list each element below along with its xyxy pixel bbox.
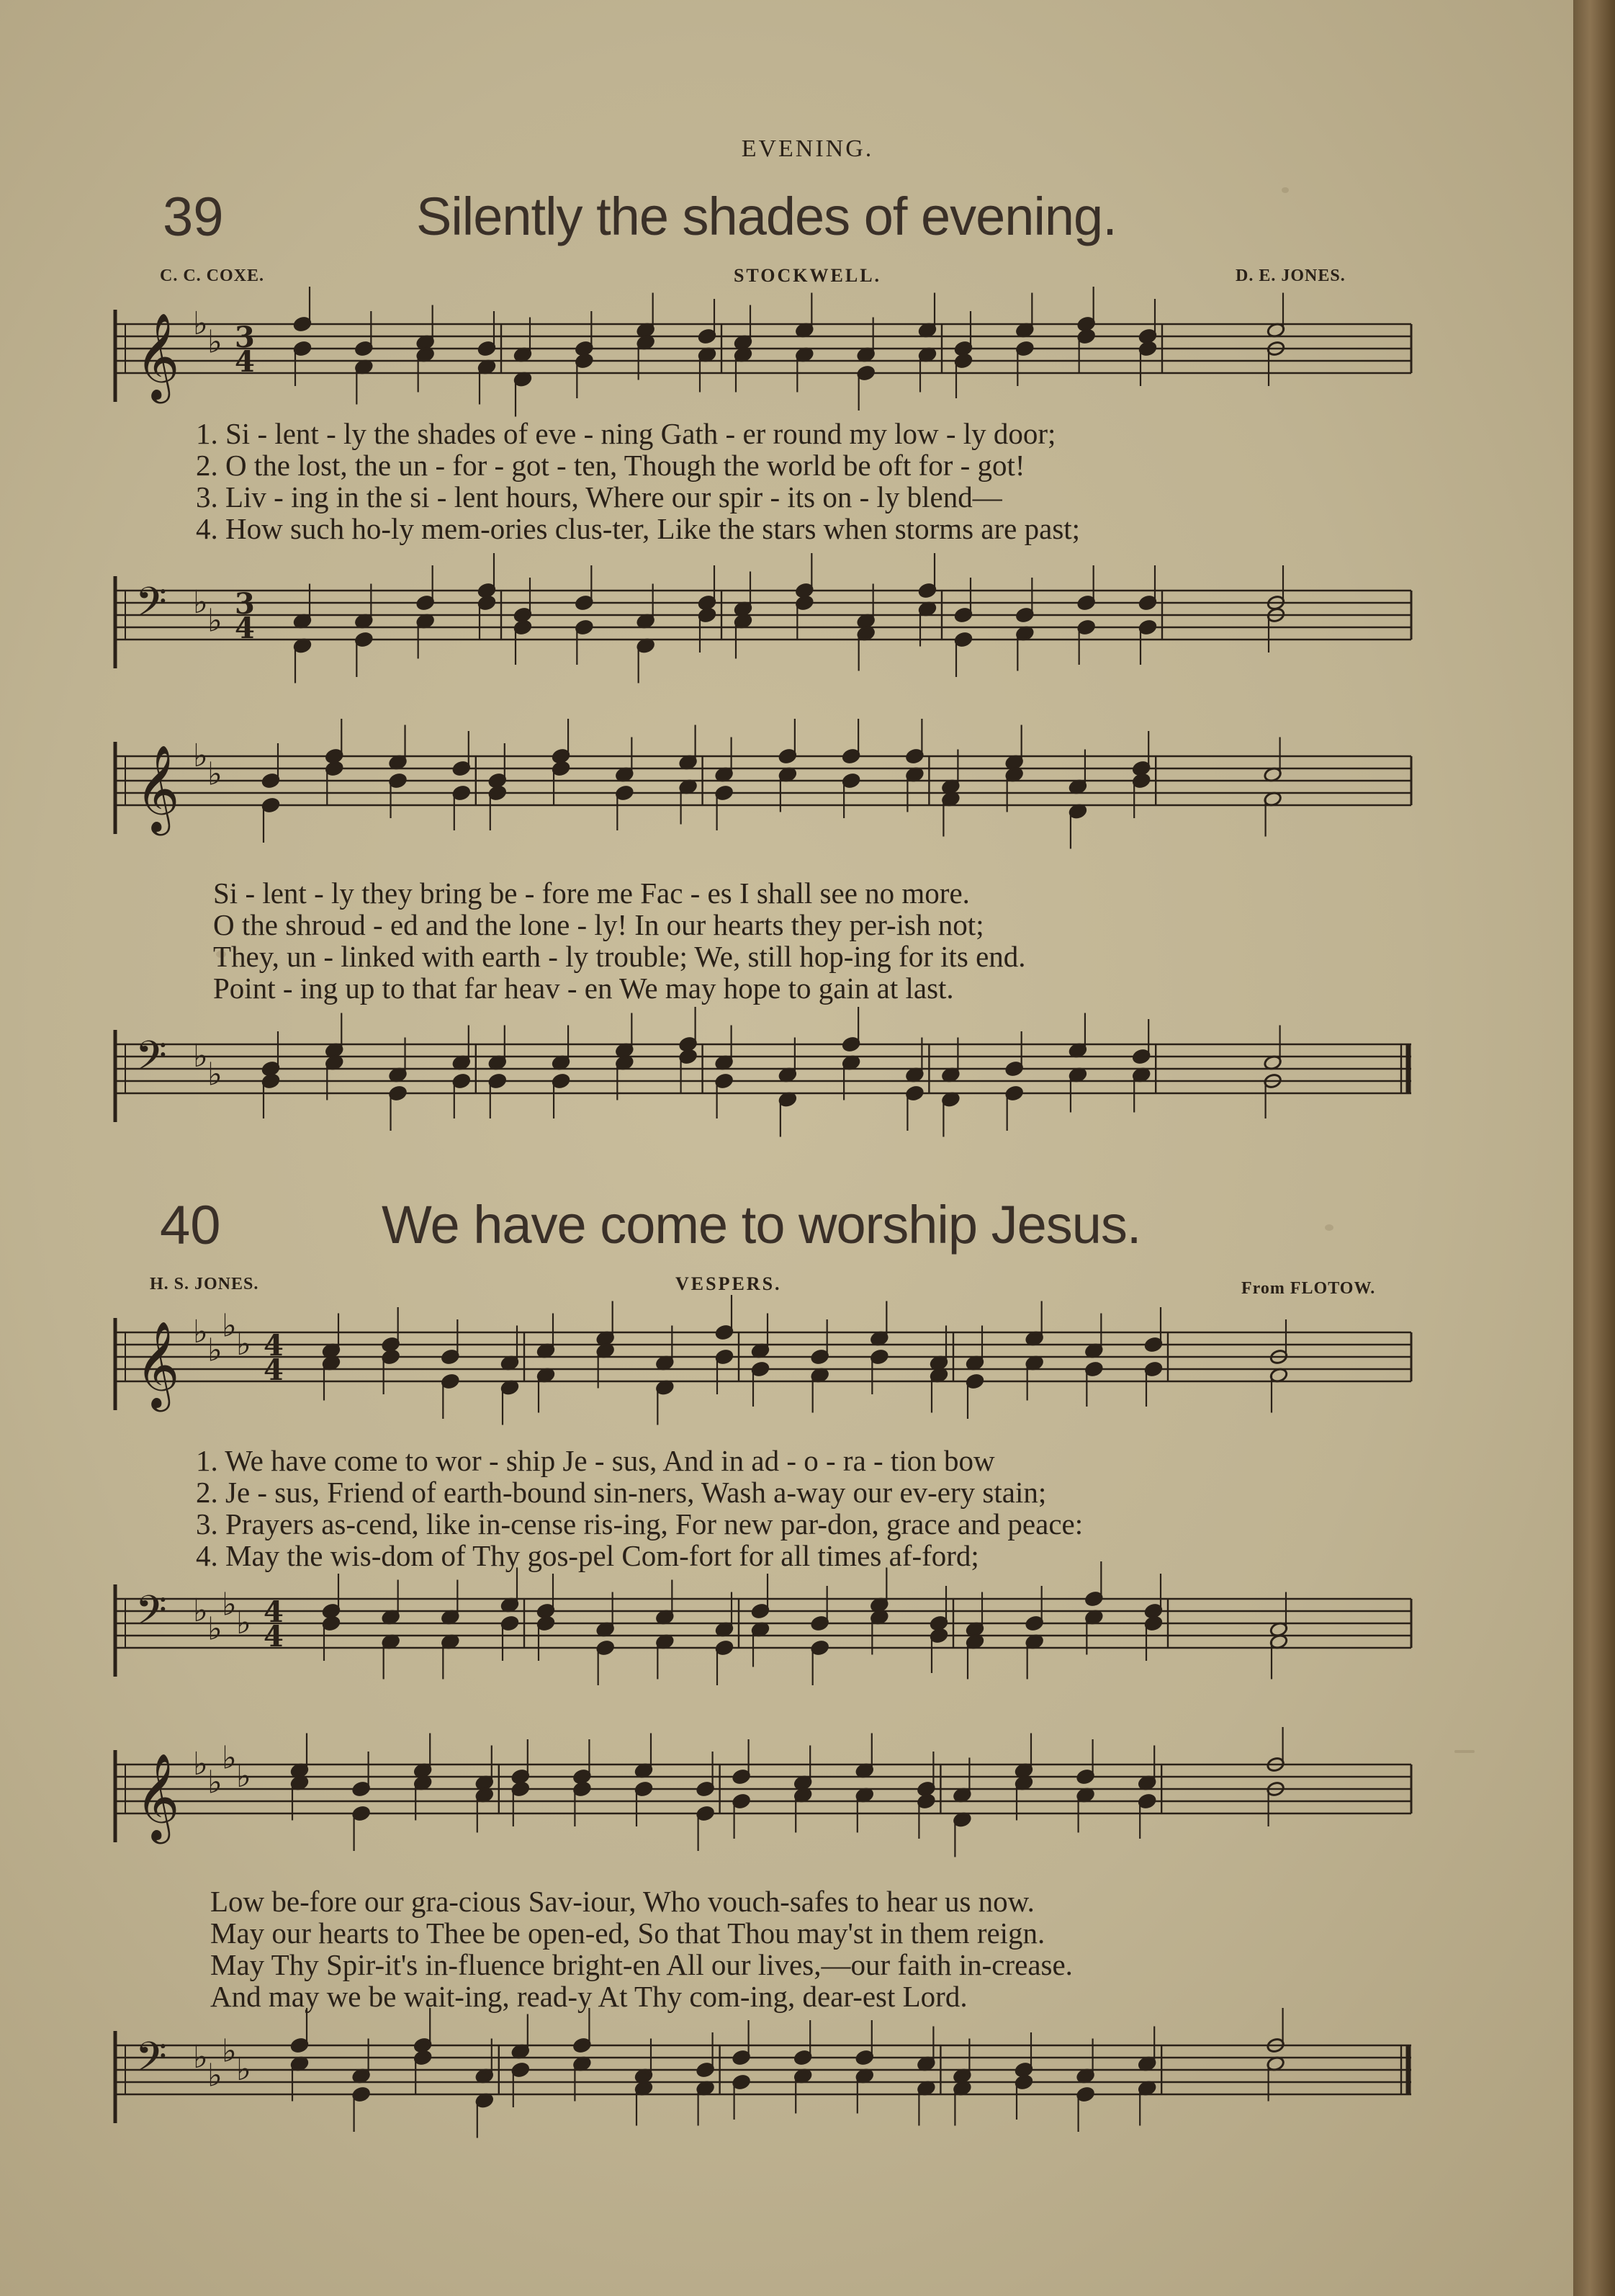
flat-sign-icon: ♭ [193,2039,208,2076]
verse-line: 3. Prayers as-cend, like in-cense ris-ing, For new par-don, grace and peace: [196,1507,1084,1541]
paper-spot [1282,187,1289,193]
flat-sign-icon: ♭ [207,323,222,361]
music-staff-treble [108,1739,1418,1865]
time-signature-top: 3 [235,587,255,621]
flat-sign-icon: ♭ [236,1758,251,1795]
music-staff-treble [108,735,1418,850]
flat-sign-icon: ♭ [193,584,208,621]
time-signature-bottom: 4 [235,345,255,379]
hymn-author: H. S. JONES. [150,1275,259,1293]
verse-line: 2. Je - sus, Friend of earth-bound sin-ners, Wash a-way our ev-ery stain; [196,1476,1047,1509]
bass-clef-icon: 𝄢 [135,2034,167,2091]
time-signature-bottom: 4 [264,1353,284,1387]
flat-sign-icon: ♭ [207,1610,222,1648]
book-spine-edge [1573,0,1615,2296]
music-staff-treble [108,1307,1418,1433]
flat-sign-icon: ♭ [193,1314,208,1350]
treble-clef-icon: 𝄞 [135,1320,180,1408]
flat-sign-icon: ♭ [222,1739,237,1777]
paper-spot [1325,1224,1333,1231]
verse-line: Low be-fore our gra-cious Sav-iour, Who vouch-safes to hear us now. [210,1885,1035,1918]
verse-line: May Thy Spir-it's in-fluence bright-en All our lives,—our faith in-crease. [210,1948,1073,1981]
verse-line: 4. May the wis-dom of Thy gos-pel Com-fort for all times af-ford; [196,1539,979,1572]
flat-sign-icon: ♭ [222,1586,237,1623]
verse-line: 1. We have come to wor - ship Je - sus, And in ad - o - ra - tion bow [196,1444,995,1477]
time-signature-top: 4 [264,1595,284,1629]
hymn-title: We have come to worship Jesus. [382,1195,1141,1255]
flat-sign-icon: ♭ [236,1326,251,1363]
hymn-composer: From FLOTOW. [1241,1279,1376,1298]
flat-sign-icon: ♭ [207,1332,222,1369]
music-staff-bass [108,2024,1418,2146]
flat-sign-icon: ♭ [193,1038,208,1075]
music-staff-bass [108,569,1418,684]
flat-sign-icon: ♭ [207,602,222,640]
treble-clef-icon: 𝄞 [135,312,180,400]
verse-line: And may we be wait-ing, read-y At Thy com-ing, dear-est Lord. [210,1980,968,2013]
time-signature-bottom: 4 [235,611,255,645]
paper-spot [1454,1750,1475,1753]
verse-line: Point - ing up to that far heav - en We may hope to gain at last. [213,972,954,1005]
flat-sign-icon: ♭ [222,1307,237,1345]
time-signature-top: 3 [235,320,255,354]
bass-clef-icon: 𝄢 [135,579,167,636]
music-staff-bass [108,1023,1418,1138]
treble-clef-icon: 𝄞 [135,1752,180,1840]
flat-sign-icon: ♭ [236,1605,251,1641]
verse-line: May our hearts to Thee be open-ed, So that Thou may'st in them reign. [210,1916,1045,1950]
verse-line: 4. How such ho-ly mem-ories clus-ter, Like the stars when storms are past; [196,512,1081,545]
flat-sign-icon: ♭ [193,305,208,342]
flat-sign-icon: ♭ [193,1592,208,1629]
verse-line: O the shroud - ed and the lone - ly! In our hearts they per-ish not; [213,908,984,941]
bass-clef-icon: 𝄢 [135,1587,167,1644]
verse-line: Si - lent - ly they bring be - fore me Fac - es I shall see no more. [213,876,970,910]
bass-clef-icon: 𝄢 [135,1033,167,1090]
running-head: EVENING. [741,135,874,162]
time-signature-top: 4 [264,1329,284,1363]
hymn-composer: D. E. JONES. [1236,266,1346,285]
time-signature-bottom: 4 [264,1620,284,1654]
flat-sign-icon: ♭ [193,737,208,774]
verse-line: 3. Liv - ing in the si - lent hours, Where our spir - its on - ly blend— [196,480,1002,514]
flat-sign-icon: ♭ [207,1056,222,1093]
hymn-tune: VESPERS. [675,1273,782,1294]
flat-sign-icon: ♭ [207,1764,222,1801]
music-staff-treble [108,302,1418,400]
hymn-tune: STOCKWELL. [733,265,882,286]
treble-clef-icon: 𝄞 [135,744,180,832]
music-staff-bass [108,1577,1418,1692]
hymn-author: C. C. COXE. [160,266,265,285]
verse-line: 1. Si - lent - ly the shades of eve - ning Gath - er round my low - ly door; [196,417,1056,450]
flat-sign-icon: ♭ [207,755,222,793]
flat-sign-icon: ♭ [222,2032,237,2070]
hymn-title: Silently the shades of evening. [416,187,1117,246]
verse-line: They, un - linked with earth - ly trouble; We, still hop-ing for its end. [213,940,1026,973]
hymn-number: 40 [160,1195,221,1256]
verse-line: 2. O the lost, the un - for - got - ten, Though the world be oft for - got! [196,449,1025,482]
hymn-number: 39 [163,187,224,248]
flat-sign-icon: ♭ [207,2057,222,2094]
flat-sign-icon: ♭ [236,2051,251,2088]
flat-sign-icon: ♭ [193,1746,208,1782]
